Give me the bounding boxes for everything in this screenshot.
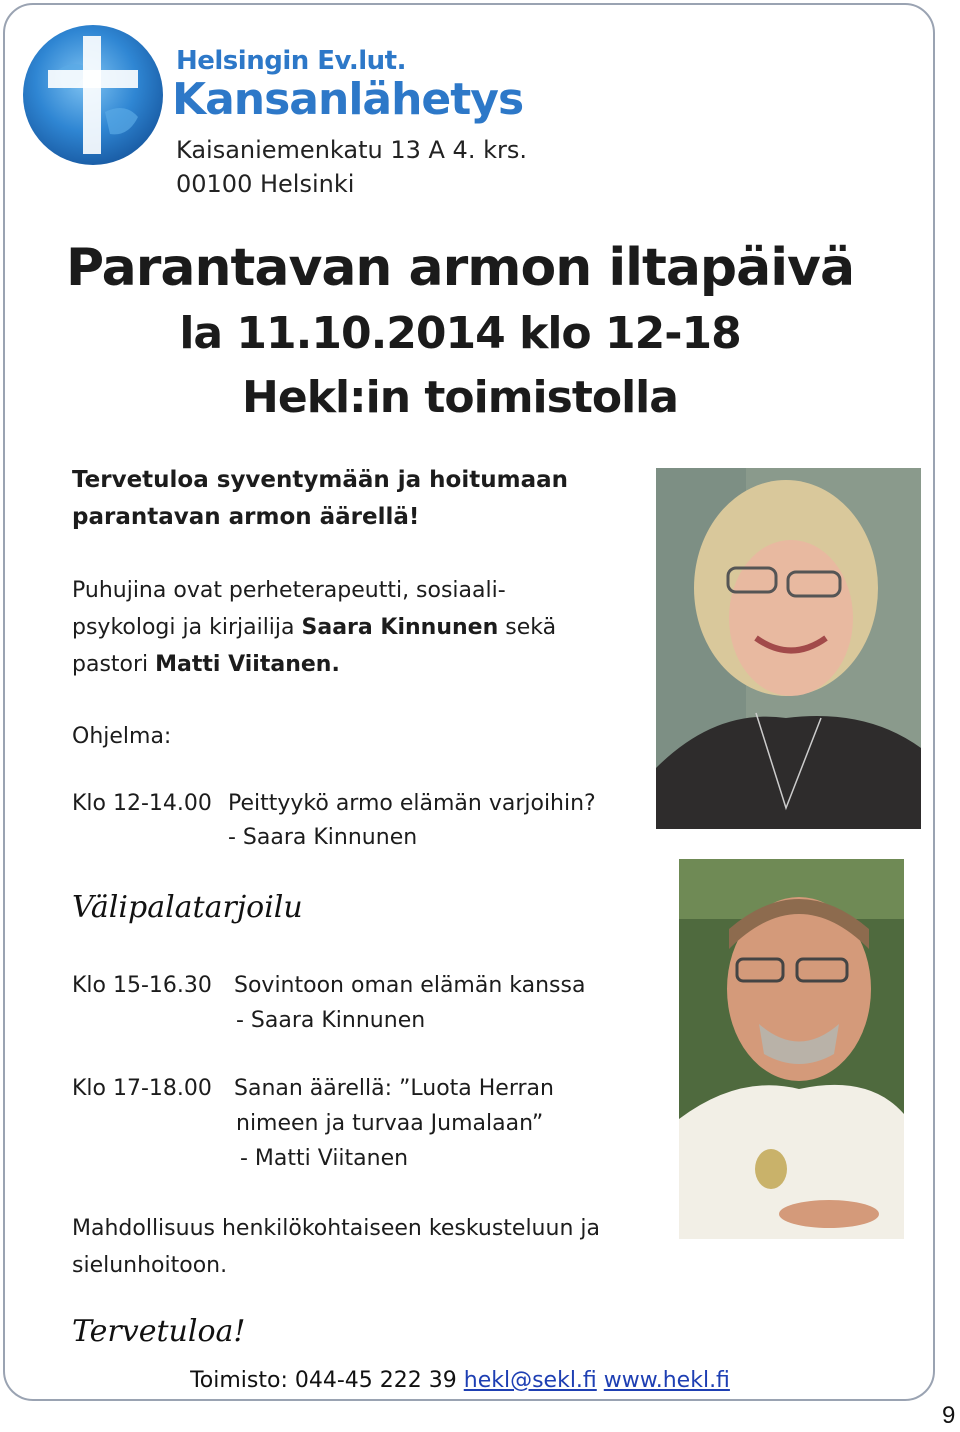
speaker-photo-matti-viitanen <box>679 859 904 1239</box>
speakers-line <box>72 646 632 683</box>
speakers-text: pastori <box>72 652 156 677</box>
speakers-line: Puhujina ovat perheterapeutti, sosiaali- <box>72 578 506 603</box>
speaker-photo-saara-kinnunen <box>656 468 921 829</box>
program-time: Klo 12-14.00 <box>72 791 212 816</box>
event-title: Parantavan armon iltapäivä <box>65 238 855 298</box>
page-number: 9 <box>942 1402 956 1429</box>
speakers-text: sekä <box>498 615 557 640</box>
program-title: Sovintoon oman elämän kanssa <box>234 973 586 998</box>
program-title: nimeen ja turvaa Jumalaan” <box>236 1111 544 1136</box>
break-label: Välipalatarjoilu <box>72 890 303 925</box>
program-title: Peittyykö armo elämän varjoihin? <box>228 791 596 816</box>
speakers-line <box>72 609 632 646</box>
organization-name: Kansanlähetys <box>172 74 524 125</box>
event-location: Hekl:in toimistolla <box>242 372 678 423</box>
closing-text <box>72 1210 600 1284</box>
intro-text <box>72 462 568 536</box>
address-street: Kaisaniemenkatu 13 A 4. krs. <box>176 136 527 164</box>
organization-subtitle: Helsingin Ev.lut. <box>176 46 406 76</box>
kansanlahetys-logo-icon <box>20 22 166 168</box>
intro-line: parantavan armon äärellä! <box>72 504 420 530</box>
email-link[interactable]: hekl@sekl.fi <box>463 1368 597 1393</box>
event-date: la 11.10.2014 klo 12-18 <box>179 308 741 359</box>
address-city: 00100 Helsinki <box>176 170 355 198</box>
speakers-text: psykologi ja kirjailija <box>72 615 302 640</box>
speaker-name: Matti Viitanen. <box>155 652 340 677</box>
program-speaker: - Saara Kinnunen <box>236 1008 426 1033</box>
program-time: Klo 17-18.00 <box>72 1076 212 1101</box>
program-speaker: - Matti Viitanen <box>240 1146 409 1171</box>
speakers-paragraph <box>72 572 632 683</box>
program-speaker: - Saara Kinnunen <box>228 825 418 850</box>
program-title: Sanan äärellä: ”Luota Herran <box>234 1076 554 1101</box>
intro-line: Tervetuloa syventymään ja hoitumaan <box>72 467 568 493</box>
website-link[interactable]: www.hekl.fi <box>603 1368 730 1393</box>
program-time: Klo 15-16.30 <box>72 973 212 998</box>
contact-line <box>0 1368 920 1393</box>
closing-line: sielunhoitoon. <box>72 1253 228 1278</box>
phone-label: Toimisto: 044-45 222 39 <box>190 1368 457 1393</box>
program-heading: Ohjelma: <box>72 724 172 749</box>
welcome-text: Tervetuloa! <box>72 1314 246 1349</box>
closing-line: Mahdollisuus henkilökohtaiseen keskusteluun ja <box>72 1216 600 1241</box>
speaker-name: Saara Kinnunen <box>301 615 499 640</box>
